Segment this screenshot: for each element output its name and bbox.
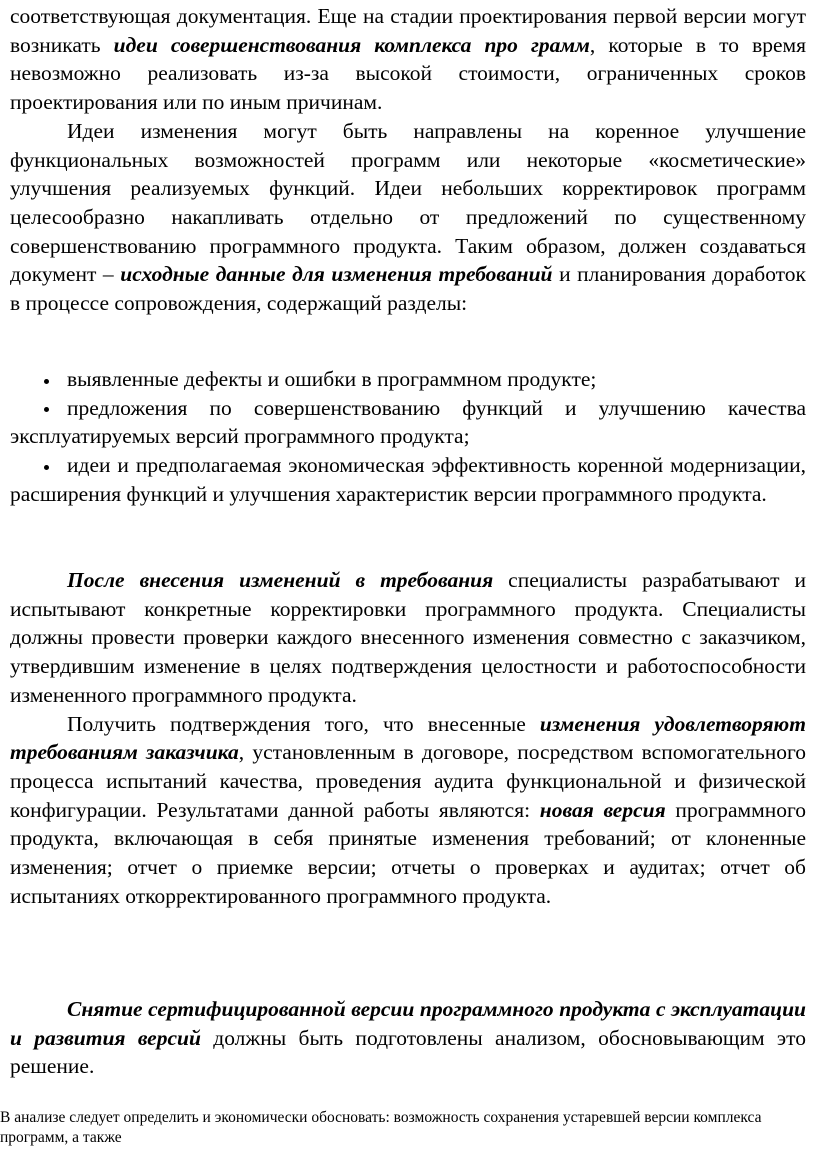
bullet-text-2: предложения по совершенствованию функций и улучшению качества эксплуатируемых версий программного продукта; xyxy=(10,395,806,449)
bullet-text-1: выявленные дефекты и ошибки в программном продукте; xyxy=(67,367,597,391)
paragraph-1-text-2: , которые в то время невозможно реализовать из-за высокой стоимости, ограниченных сроков проектирования или по иным причинам. xyxy=(10,32,807,115)
bullet-icon xyxy=(44,379,49,384)
paragraph-4-emphasis-1: изменения удовлетворяют требованиям заказчика xyxy=(10,711,806,765)
paragraph-1-emphasis: идеи совершенствования комплекса про грамм xyxy=(113,32,590,57)
paragraph-4-emphasis-2: новая версия xyxy=(539,797,666,822)
bullet-text-3: идеи и предполагаемая экономическая эффективность коренной модернизации, расширения функций и улучшения характеристик версии программного продукта. xyxy=(10,453,806,506)
footnote-text: В анализе следует определить и экономически обосновать: возможность сохранения устаревшей версии комплекса программ, а также xyxy=(0,1109,762,1146)
paragraph-4-text-3: программного продукта, включающая в себя принятые изменения требований; от клоненные изменения; отчет о приемке версии; отчеты о проверках и аудитах; отчет об испытаниях откорректированного программного продукта. xyxy=(10,797,807,908)
paragraph-2-text-1: Идеи изменения могут быть направлены на коренное улучшение функциональных возможностей программ или некоторые «косметические» улучшения реализуемых функций. Идеи небольших корректировок программ целесообразно накапливать отдельно от предложений по существенному совершенствованию программного продукта. Таким образом, должен создаваться документ – xyxy=(10,118,806,287)
paragraph-4-text-1: Получить подтверждения того, что внесенные xyxy=(67,711,540,736)
block-middle xyxy=(10,566,806,910)
paragraph-4-text-2: , установленным в договоре, посредством вспомогательного процесса испытаний качества, проведения аудита функциональной и физической конфигурации. Результатами данной работы являются: xyxy=(10,740,806,822)
paragraph-3-text: специалисты разрабатывают и испытывают конкретные корректировки программного продукта. Специалисты должны провести проверки каждого внесенного изменения совместно с заказчиком, утвердившим изменение в целях подтверждения целостности и работоспособности измененного программного продукта. xyxy=(10,568,806,707)
bullet-icon xyxy=(44,407,49,412)
paragraph-3 xyxy=(10,566,806,710)
bullet-icon xyxy=(44,465,49,470)
paragraph-3-emphasis: После внесения изменений в требования xyxy=(67,568,494,592)
paragraph-1-text-1: соответствующая документация. Еще на стадии проектирования первой версии могут возникать xyxy=(10,4,806,57)
paragraph-1 xyxy=(10,2,806,117)
bullet-list xyxy=(10,365,806,509)
paragraph-4 xyxy=(10,710,806,911)
bullet-item-1 xyxy=(10,365,806,394)
block-bottom xyxy=(10,995,806,1081)
paragraph-2 xyxy=(10,117,806,318)
bullet-item-3 xyxy=(10,451,806,508)
bullet-item-2 xyxy=(10,394,806,451)
paragraph-5-text: должны быть подготовлены анализом, обосновывающим это решение. xyxy=(10,1025,806,1079)
paragraph-5-emphasis: Снятие сертифицированной версии программного продукта с эксплуатации и развития версий xyxy=(10,997,806,1050)
block-top xyxy=(10,2,806,318)
paragraph-2-text-2: и планирования доработок в процессе сопровождения, содержащий разделы: xyxy=(10,262,806,316)
paragraph-2-emphasis: исходные данные для изменения требований xyxy=(120,262,553,287)
paragraph-5 xyxy=(10,995,806,1081)
